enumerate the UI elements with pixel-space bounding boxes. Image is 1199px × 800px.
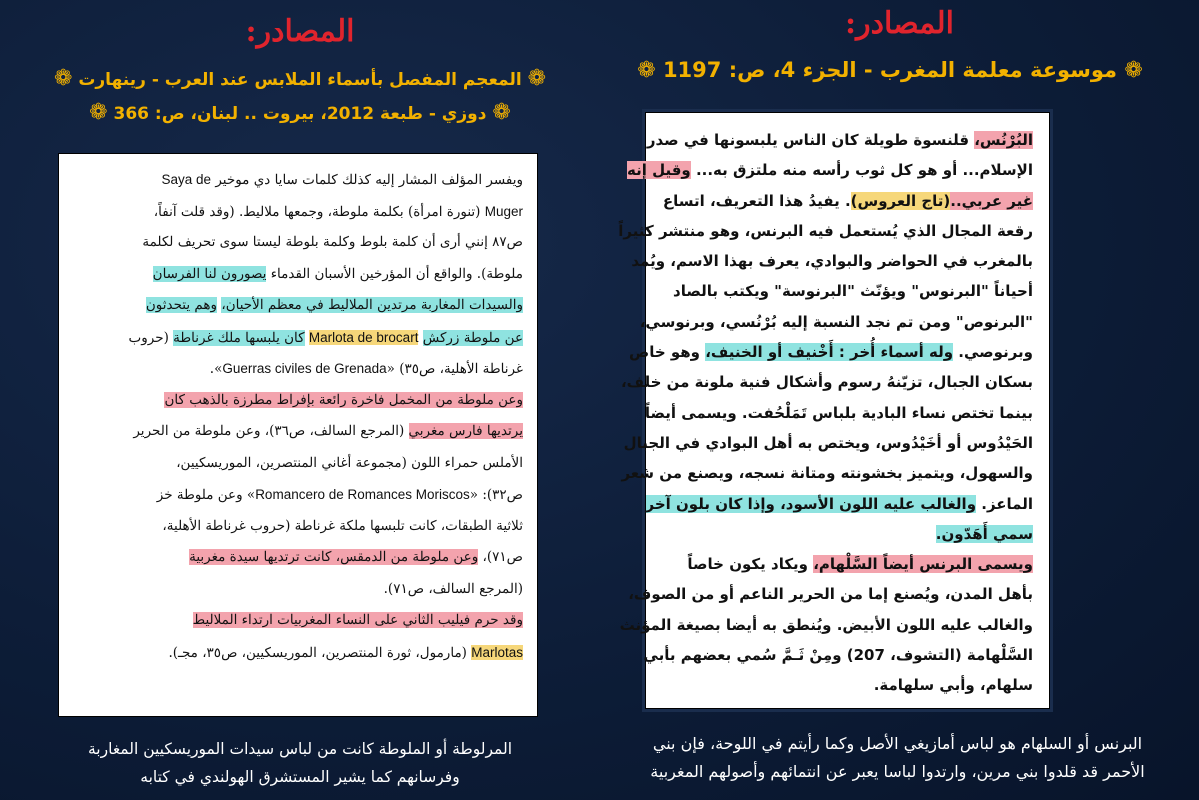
text-segment: (تنورة امرأة) بكلمة ملوطة، وجمعها ملاليط. (وقد قلت آنفاً، — [153, 203, 485, 220]
text-segment: السَّلْهامة (التشوف، 207) ومِنْ ثَـمَّ سُمي بعضهم بأبي — [643, 646, 1033, 665]
highlighted-text: عن ملوطة زركش — [422, 329, 523, 346]
highlighted-text: والسيدات المغاربة مرتدين الملاليط في معظم الأحيان، — [221, 297, 523, 313]
text-segment: (المرجع السالف، ص٣٦)، وعن ملوطة من الحرير — [133, 423, 409, 439]
text-segment: ويفسر المؤلف المشار إليه كذلك كلمات سايا دي موخير — [211, 172, 523, 188]
page-text-line — [662, 276, 1033, 306]
page-text-line — [73, 416, 523, 448]
text-segment: بالمغرب في الحواضر والبوادي، يعرف بهذا الاسم، ويُمد — [631, 252, 1033, 271]
page-text-line — [73, 479, 523, 511]
page-text-line — [629, 337, 1033, 367]
page-text-line — [619, 610, 1033, 640]
right-reference-title: موسوعة معلمة المغرب - الجزء 4، ص: 1197 — [662, 58, 1118, 82]
highlighted-text: وعن ملوطة من المخمل فاخرة رائعة بإفراط مطرزة بالذهب كان — [164, 391, 523, 408]
highlighted-text: يصورون لنا الفرسان — [152, 265, 267, 282]
highlighted-text: والغالب عليه اللون الأسود، وإذا كان بلون آخر — [645, 494, 977, 513]
right-sources-title: المصادر: — [845, 6, 954, 41]
left-book-page-scan — [58, 153, 538, 717]
ornament-icon: ❁ — [527, 66, 547, 91]
highlighted-text: وله أسماء أُخر : أَخْنيف أو الخنيف، — [705, 343, 954, 362]
page-text-line — [73, 574, 523, 606]
text-segment: أحياناً "البرنوس" ويؤنّث "البرنوسة" ويكتب بالصاد — [673, 282, 1033, 301]
text-segment: الأملس حمراء اللون (مجموعة أغاني المنتصرين، الموريسكيين، — [176, 454, 523, 471]
highlighted-text: Marlotas — [471, 644, 523, 660]
text-segment: Romancero de Romances Moriscos — [255, 487, 470, 502]
text-segment: ثلاثية الطبقات، كانت تلبسها ملكة غرناطة (حروب غرناطة الأهلية، — [162, 517, 523, 534]
text-segment: (حروب — [128, 329, 174, 346]
left-reference-title: المعجم المفصل بأسماء الملابس عند العرب - رينهارت — [78, 70, 522, 90]
text-segment: والسهول، ويتميز بخشونته ومتانة نسجه، ويصنع من شعر — [621, 464, 1033, 483]
text-segment: بسكان الجبال، تزيّنهُ رسوم وأشكال فنية ملونة من خلف، — [620, 373, 1033, 392]
page-text-line — [662, 186, 1033, 216]
text-segment: (مارمول، ثورة المنتصرين، الموريسكيين، ص٣٥، مجـ). — [168, 644, 472, 661]
right-caption-line1: البرنس أو السلهام هو لباس أمازيغي الأصل وكما رأيتم في اللوحة، فإن بني — [652, 734, 1143, 753]
text-segment: وهو خاص — [629, 343, 706, 362]
ornament-icon: ❁ — [492, 100, 511, 125]
page-text-line — [73, 227, 523, 259]
highlighted-text: غير عربي.. — [950, 191, 1033, 210]
page-text-line — [73, 511, 523, 543]
left-reference-line2 — [40, 100, 560, 125]
page-text-line — [628, 579, 1033, 609]
highlighted-text: يرتديها فارس مغربي — [408, 423, 523, 439]
right-caption — [605, 730, 1190, 786]
text-segment: ويكاد يكون خاصاً — [687, 555, 814, 574]
highlighted-text: وهم يتحدثون — [145, 297, 218, 313]
text-segment: والغالب عليه اللون الأبيض. ويُنطق به أيضا بصيغة المؤنث — [619, 615, 1033, 634]
text-segment: "البرنوص" ومن تم نجد النسبة إليه بُرْنُسي، وبرنوسي، — [639, 312, 1033, 331]
text-segment: ص٣٢): « — [469, 487, 523, 503]
text-segment: بأهل المدن، ويُصنع إما من الحرير الناعم أو من الصوف، — [628, 585, 1033, 604]
text-segment: الإسلام... أو هو كل ثوب رأسه منه ملتزق به... — [690, 161, 1033, 180]
page-text-line — [646, 125, 1033, 155]
text-segment: ». — [209, 361, 223, 377]
page-text-line — [73, 164, 523, 196]
page-text-line — [618, 216, 1033, 246]
left-reference-details: دوزي - طبعة 2012، بيروت .. لبنان، ص: 366 — [113, 104, 487, 124]
highlighted-text: Marlota de brocart — [308, 329, 419, 345]
page-text-line — [620, 367, 1033, 397]
page-text-line — [631, 246, 1033, 276]
text-segment: ملوطة). والواقع أن المؤرخين الأسبان القدماء — [266, 265, 523, 282]
page-text-line — [645, 489, 1033, 519]
page-text-line — [643, 640, 1033, 670]
text-segment: ص٧١)، — [478, 549, 523, 565]
highlighted-text: وقد حرم فيليب الثاني على النساء المغربيات ارتداء الملاليط — [192, 612, 523, 628]
page-text-line — [662, 670, 1033, 700]
page-text-line — [73, 353, 523, 385]
ornament-icon: ❁ — [1124, 58, 1143, 83]
text-segment: Muger — [484, 203, 523, 219]
page-text-line — [73, 290, 523, 322]
right-caption-line2: الأحمر قد قلدوا بني مرين، وارتدوا لباسا يعبر عن انتمائهم وأصولهم المغربية — [650, 762, 1145, 781]
right-book-page-scan — [618, 112, 1050, 709]
ornament-icon: ❁ — [637, 58, 656, 83]
ornament-icon: ❁ — [53, 66, 73, 91]
highlighted-text: (تاج العروس) — [850, 191, 951, 210]
text-segment: غرناطة الأهلية، ص٣٥) « — [386, 361, 523, 377]
page-text-line — [73, 637, 523, 669]
ornament-icon: ❁ — [89, 100, 108, 125]
page-text-line — [73, 605, 523, 637]
text-segment: سلهام، وأبي سلهامة. — [873, 676, 1033, 695]
text-segment: . يفيدُ هذا التعريف، اتساع — [662, 191, 851, 210]
text-segment: » وعن ملوطة خز — [156, 487, 256, 503]
left-caption-line1: المرلوطة أو الملوطة كانت من لباس سيدات الموريسكيين المغاربة — [87, 740, 513, 758]
text-segment: بينما تختص نساء البادية بلباس تَمَلْحُفت. ويسمى أيضاً — [644, 403, 1033, 422]
page-text-line — [639, 307, 1033, 337]
text-segment: قلنسوة طويلة كان الناس يلبسونها في صدر — [646, 131, 975, 149]
text-segment: (المرجع السالف، ص٧١). — [383, 580, 523, 597]
highlighted-text: ويسمى البرنس أيضاً السَّلْهام، — [813, 555, 1033, 574]
text-segment: الحَيْدُوس أو أخَيْدُوس، ويختص به أهل البوادي في الجبال — [623, 433, 1033, 452]
left-sources-title: المصادر: — [245, 14, 355, 49]
page-text-line — [73, 259, 523, 291]
text-segment: وبرنوصي. — [953, 343, 1033, 362]
page-text-line — [626, 155, 1033, 185]
page-text-line — [73, 385, 523, 417]
text-segment: Saya de — [161, 172, 212, 187]
page-text-line — [621, 458, 1033, 488]
text-segment: الماعز. — [976, 494, 1033, 513]
page-text-line — [644, 398, 1033, 428]
highlighted-text: كان يلبسها ملك غرناطة — [173, 329, 305, 346]
page-text-line — [73, 196, 523, 228]
highlighted-text: وعن ملوطة من الدمقس، كانت ترتديها سيدة مغربية — [189, 549, 479, 565]
page-text-line — [623, 428, 1033, 458]
page-text-line — [73, 542, 523, 574]
page-text-line — [662, 519, 1033, 549]
left-caption — [40, 735, 560, 791]
left-caption-line2: وفرسانهم كما يشير المستشرق الهولندي في كتابه — [140, 768, 460, 786]
highlighted-text: سمي أَهَدّون. — [935, 524, 1033, 543]
page-text-line — [73, 322, 523, 354]
page-text-line — [662, 549, 1033, 579]
left-reference-line1 — [40, 66, 560, 91]
text-segment: Guerras civiles de Grenada — [222, 361, 387, 376]
highlighted-text: وقيل إنه — [626, 161, 691, 180]
right-reference-line — [620, 58, 1160, 83]
text-segment: ص٨٧ إنني أرى أن كلمة بلوط وكلمة بلوطة ليستا سوى تحريف لكلمة — [142, 234, 523, 250]
page-text-line — [73, 448, 523, 480]
text-segment: رقعة المجال الذي يُستعمل فيه البرنس، وهو منتشر كثيراً — [618, 221, 1033, 240]
highlighted-text: البُرْنُس، — [974, 131, 1033, 149]
